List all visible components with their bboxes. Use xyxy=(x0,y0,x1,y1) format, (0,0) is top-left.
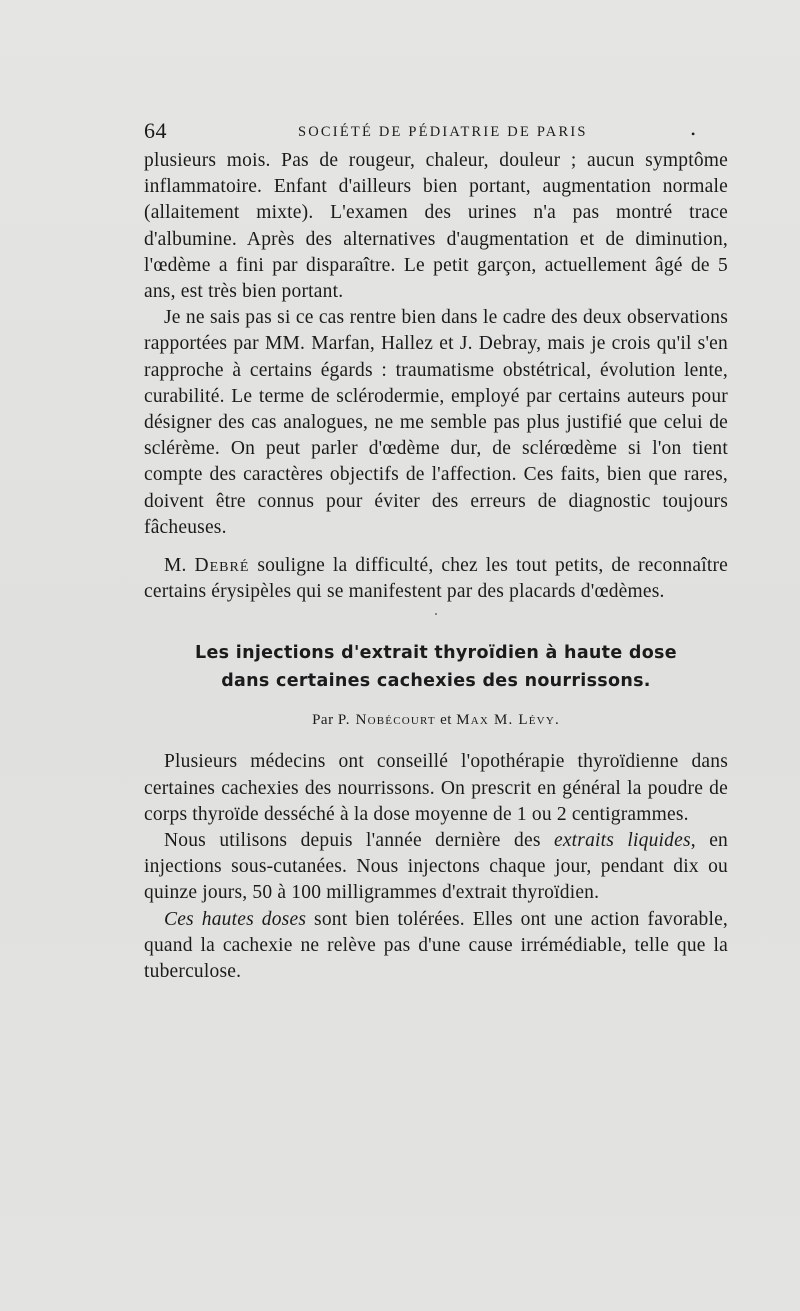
running-head: SOCIÉTÉ DE PÉDIATRIE DE PARIS xyxy=(298,124,588,140)
author-debre: Debré xyxy=(194,555,250,577)
author-nobecourt: P. Nobécourt xyxy=(337,712,436,729)
byline-and: et xyxy=(440,712,452,729)
article-title-line-2: dans certaines cachexies des nourrissons. xyxy=(221,671,651,692)
byline-par: Par xyxy=(312,712,334,729)
paragraph-continuation: plusieurs mois. Pas de rougeur, chaleur, douleur ; aucun symptôme inflammatoire. Enfant d'ailleurs bien portant, augmentation normale (allaitement mixte). L'examen des urines n'a pas montré trace d'albumine. Après des alternatives d'augmentation et de diminution, l'œdème a fini par disparaître. Le petit garçon, actuellement âgé de 5 ans, est très bien portant. xyxy=(144,150,728,303)
header-dot: • xyxy=(691,127,696,141)
section-separator: • xyxy=(434,610,438,620)
method-text-b: , en injections sous-cutanées. Nous injectons chaque jour, pendant dix ou quinze jours, 50 à 100 milligrammes d'extrait thyroïdien. xyxy=(144,830,728,904)
paragraph-method xyxy=(144,828,728,907)
paragraph-observations: Je ne sais pas si ce cas rentre bien dans le cadre des deux observations rapportées par MM. Marfan, Hallez et J. Debray, mais je crois qu'il s'en rapproche à certains égards : traumatisme obstétrical, évolution lente, curabilité. Le terme de sclérodermie, employé par certains auteurs pour désigner des cas analogues, ne me semble pas plus justifié que celui de sclérème. On peut parler d'œdème dur, de sclérœdème si l'on tient compte des caractères objectifs de l'affection. Ces faits, bien que rares, doivent être connus pour éviter des erreurs de diagnostic toujours fâcheuses. xyxy=(144,307,728,538)
article-title xyxy=(144,639,728,695)
paragraph-intro: Plusieurs médecins ont conseillé l'opothérapie thyroïdienne dans certaines cachexies des nourrissons. On prescrit en général la poudre de corps thyroïde desséché à la dose moyenne de 1 ou 2 centigrammes. xyxy=(144,751,728,825)
results-emphasis: Ces hautes doses xyxy=(164,908,307,930)
page-body xyxy=(144,148,728,985)
paragraph-debre xyxy=(144,553,728,605)
paragraph-results xyxy=(144,907,728,986)
paragraph-gap xyxy=(144,541,728,553)
article-byline xyxy=(144,709,728,731)
debre-prefix: M. xyxy=(164,555,187,577)
debre-text: souligne la difficulté, chez les tout petits, de reconnaître certains érysipèles qui se manifestent par des placards d'œdèmes. xyxy=(144,555,728,603)
method-emphasis: extraits liquides xyxy=(553,830,691,852)
page-number: 64 xyxy=(144,118,167,143)
page-header xyxy=(144,118,734,148)
author-levy: Max M. Lévy. xyxy=(456,712,560,729)
method-text-a: Nous utilisons depuis l'année dernière des xyxy=(164,830,541,852)
results-text: sont bien tolérées. Elles ont une action favorable, quand la cachexie ne relève pas d'une cause irrémédiable, telle que la tuberculose. xyxy=(144,908,729,983)
article-title-line-1: Les injections d'extrait thyroïdien à haute dose xyxy=(195,643,677,664)
